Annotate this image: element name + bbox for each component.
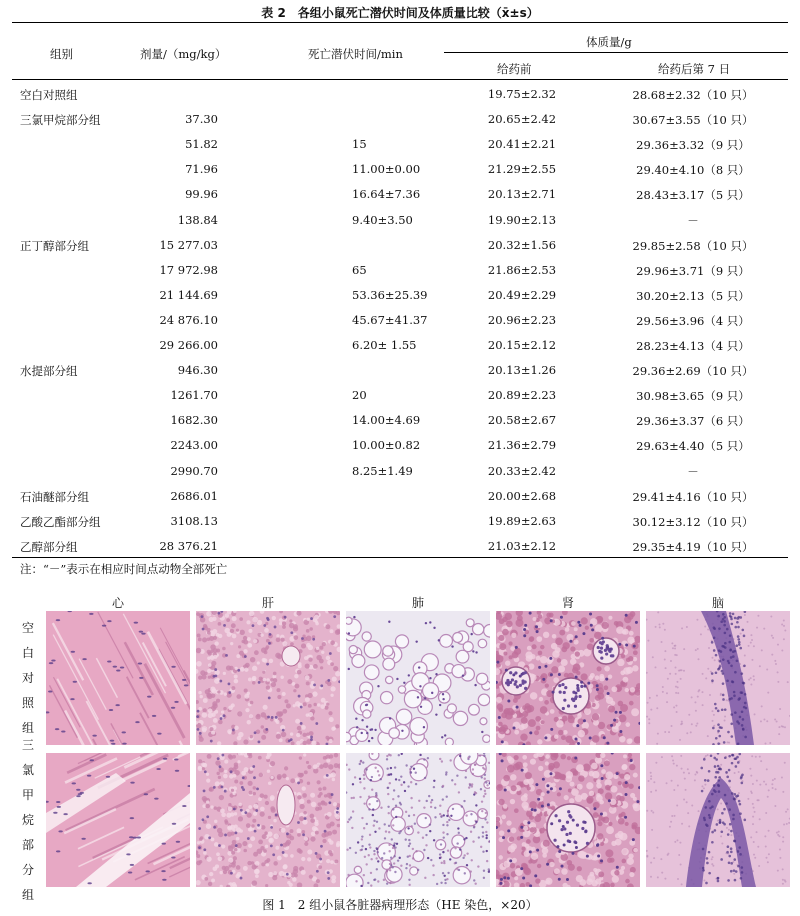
cell-weight-before: 21.86±2.53: [487, 262, 557, 277]
table-row: [0, 510, 800, 535]
weight-header-rule: [444, 52, 788, 53]
cell-weight-before: 19.75±2.32: [487, 87, 557, 101]
cell-weight-after: 29.96±3.71（9 只）: [636, 263, 750, 278]
cell-weight-after: 29.56±3.96（4 只）: [636, 313, 750, 328]
cell-weight-after: 29.63±4.40（5 只）: [636, 439, 750, 454]
cell-weight-after: 29.36±2.69（10 只）: [632, 364, 754, 379]
cell-weight-after: 30.98±3.65（9 只）: [636, 389, 750, 404]
cell-latency: 65: [352, 262, 367, 277]
figure-row-label-char: 部: [21, 837, 34, 852]
cell-group: 乙酸乙酯部分组: [20, 514, 101, 529]
cell-weight-before: 19.90±2.13: [487, 212, 557, 227]
cell-group: 空白对照组: [20, 88, 78, 102]
header-after: 给药后第 7 日: [658, 62, 731, 76]
cell-weight-after: 30.67±3.55（10 只）: [632, 113, 754, 128]
cell-weight-after: 29.36±3.32（9 只）: [636, 138, 750, 153]
histology-image-brain-chloroform: [646, 753, 790, 887]
histology-image-kidney-control: [496, 611, 640, 745]
table-row: [0, 359, 800, 384]
table-row: [0, 284, 800, 309]
cell-dose: 946.30: [177, 363, 218, 378]
cell-weight-before: 20.49±2.29: [487, 287, 557, 302]
cell-weight-before: 20.96±2.23: [487, 312, 557, 327]
table-row: [0, 108, 800, 133]
header-before: 给药前: [497, 62, 532, 76]
cell-latency: 53.36±25.39: [352, 287, 428, 302]
cell-weight-after: 29.85±2.58（10 只）: [632, 238, 754, 253]
cell-latency: 10.00±0.82: [352, 438, 421, 453]
figure-column-label-liver: 肝: [261, 596, 274, 610]
cell-latency: 45.67±41.37: [352, 312, 428, 327]
cell-dose: 28 376.21: [159, 538, 218, 553]
figure-column-label-lung: 肺: [411, 596, 424, 610]
cell-weight-before: 20.33±2.42: [487, 463, 557, 478]
histology-image-liver-chloroform: [196, 753, 340, 887]
cell-dose: 29 266.00: [159, 338, 218, 352]
cell-weight-after: 28.43±3.17（5 只）: [636, 188, 750, 203]
figure-column-label-kidney: 肾: [561, 596, 574, 610]
cell-dose: 3108.13: [170, 513, 218, 528]
cell-dose: 1682.30: [170, 413, 218, 428]
table-row: [0, 409, 800, 434]
cell-dose: 21 144.69: [159, 287, 218, 302]
figure-row-label-char: 甲: [21, 787, 34, 802]
cell-group: 三氯甲烷部分组: [20, 113, 101, 128]
cell-dose: 51.82: [185, 137, 218, 152]
cell-weight-after: －: [687, 464, 699, 479]
cell-weight-after: 29.35±4.19（10 只）: [632, 539, 754, 554]
table-row: [0, 234, 800, 259]
cell-latency: 20: [352, 388, 367, 403]
cell-latency: 6.20± 1.55: [352, 338, 417, 352]
figure-row-label-char: 对: [21, 670, 34, 685]
figure-row-label-char: 三: [21, 737, 34, 752]
cell-weight-before: 20.13±2.71: [487, 187, 557, 202]
cell-dose: 15 277.03: [159, 237, 218, 252]
table-row: [0, 434, 800, 459]
table-row: [0, 485, 800, 510]
figure-row-label-char: 分: [21, 862, 34, 877]
cell-latency: 14.00±4.69: [352, 413, 421, 428]
cell-dose: 2990.70: [170, 463, 218, 478]
cell-weight-before: 20.41±2.21: [487, 137, 557, 152]
header-dose: 剂量/（mg/kg）: [140, 47, 227, 61]
cell-weight-before: 20.00±2.68: [487, 488, 557, 503]
figure-row-label-char: 组: [21, 720, 34, 735]
cell-latency: 8.25±1.49: [352, 463, 413, 478]
table-row: [0, 209, 800, 234]
histology-image-liver-control: [196, 611, 340, 745]
header-latency: 死亡潜伏时间/min: [308, 47, 403, 61]
cell-dose: 24 876.10: [159, 312, 218, 327]
cell-group: 水提部分组: [20, 364, 78, 379]
cell-group: 石油醚部分组: [20, 489, 89, 504]
table-row: [0, 158, 800, 183]
table-row: [0, 460, 800, 485]
cell-group: 乙醇部分组: [20, 539, 78, 554]
figure-caption: 图 1 2 组小鼠各脏器病理形态（HE 染色，×20）: [262, 898, 538, 912]
figure-row-label-char: 白: [21, 645, 34, 660]
cell-weight-after: 29.36±3.37（6 只）: [636, 414, 750, 429]
cell-weight-after: 29.41±4.16（10 只）: [632, 489, 754, 504]
table-row: [0, 309, 800, 334]
cell-weight-before: 20.32±1.56: [487, 237, 557, 252]
cell-dose: 2686.01: [170, 488, 218, 503]
table-top-rule: [12, 22, 788, 23]
histology-image-lung-chloroform: [346, 753, 490, 887]
cell-weight-before: 19.89±2.63: [487, 513, 557, 528]
histology-image-heart-chloroform: [46, 753, 190, 887]
table-header-rule: [12, 79, 788, 80]
cell-weight-before: 21.29±2.55: [487, 162, 557, 177]
cell-latency: 11.00±0.00: [352, 162, 421, 177]
cell-latency: 16.64±7.36: [352, 187, 421, 202]
cell-weight-before: 21.36±2.79: [487, 438, 557, 453]
figure-row-label-char: 空: [21, 620, 34, 635]
table-title: 表 2 各组小鼠死亡潜伏时间及体质量比较（x̄±s）: [261, 6, 539, 20]
cell-weight-before: 20.13±1.26: [487, 363, 557, 378]
cell-weight-before: 20.15±2.12: [487, 338, 557, 352]
cell-weight-after: －: [687, 213, 699, 228]
cell-weight-after: 29.40±4.10（8 只）: [636, 163, 750, 178]
histology-image-kidney-chloroform: [496, 753, 640, 887]
figure-row-label-chloroform: [20, 733, 36, 908]
figure-row-label-char: 组: [21, 887, 34, 902]
cell-dose: 71.96: [185, 162, 218, 177]
cell-latency: 15: [352, 137, 367, 152]
cell-weight-before: 20.65±2.42: [487, 112, 557, 127]
table-row: [0, 259, 800, 284]
cell-dose: 138.84: [177, 212, 218, 227]
figure-row-label-char: 烷: [21, 812, 34, 827]
cell-weight-before: 20.89±2.23: [487, 388, 557, 403]
cell-weight-after: 28.23±4.13（4 只）: [636, 339, 750, 353]
table-row: [0, 83, 800, 108]
figure-column-label-heart: 心: [111, 596, 124, 610]
figure-row-label-char: 氯: [21, 762, 34, 777]
table-note: 注：“－”表示在相应时间点动物全部死亡: [20, 562, 228, 576]
cell-weight-after: 30.20±2.13（5 只）: [636, 288, 750, 303]
table-row: [0, 384, 800, 409]
header-group: 组别: [50, 47, 73, 61]
cell-dose: 2243.00: [170, 438, 218, 453]
figure-column-label-brain: 脑: [711, 596, 724, 610]
figure-row-label-char: 照: [21, 695, 34, 710]
histology-image-brain-control: [646, 611, 790, 745]
cell-weight-after: 30.12±3.12（10 只）: [632, 514, 754, 529]
histology-image-lung-control: [346, 611, 490, 745]
cell-dose: 37.30: [185, 112, 218, 127]
table-row: [0, 133, 800, 158]
header-weight: 体质量/g: [586, 35, 632, 49]
cell-dose: 17 972.98: [159, 262, 218, 277]
cell-latency: 9.40±3.50: [352, 212, 413, 227]
cell-dose: 1261.70: [170, 388, 218, 403]
figure-row-label-control: [20, 616, 36, 741]
table-bottom-rule: [12, 557, 788, 558]
table-row: [0, 334, 800, 359]
cell-dose: 99.96: [185, 187, 218, 202]
cell-weight-after: 28.68±2.32（10 只）: [632, 88, 754, 102]
cell-weight-before: 21.03±2.12: [487, 538, 557, 553]
table-row: [0, 183, 800, 208]
cell-group: 正丁醇部分组: [20, 238, 89, 253]
histology-image-heart-control: [46, 611, 190, 745]
cell-weight-before: 20.58±2.67: [487, 413, 557, 428]
